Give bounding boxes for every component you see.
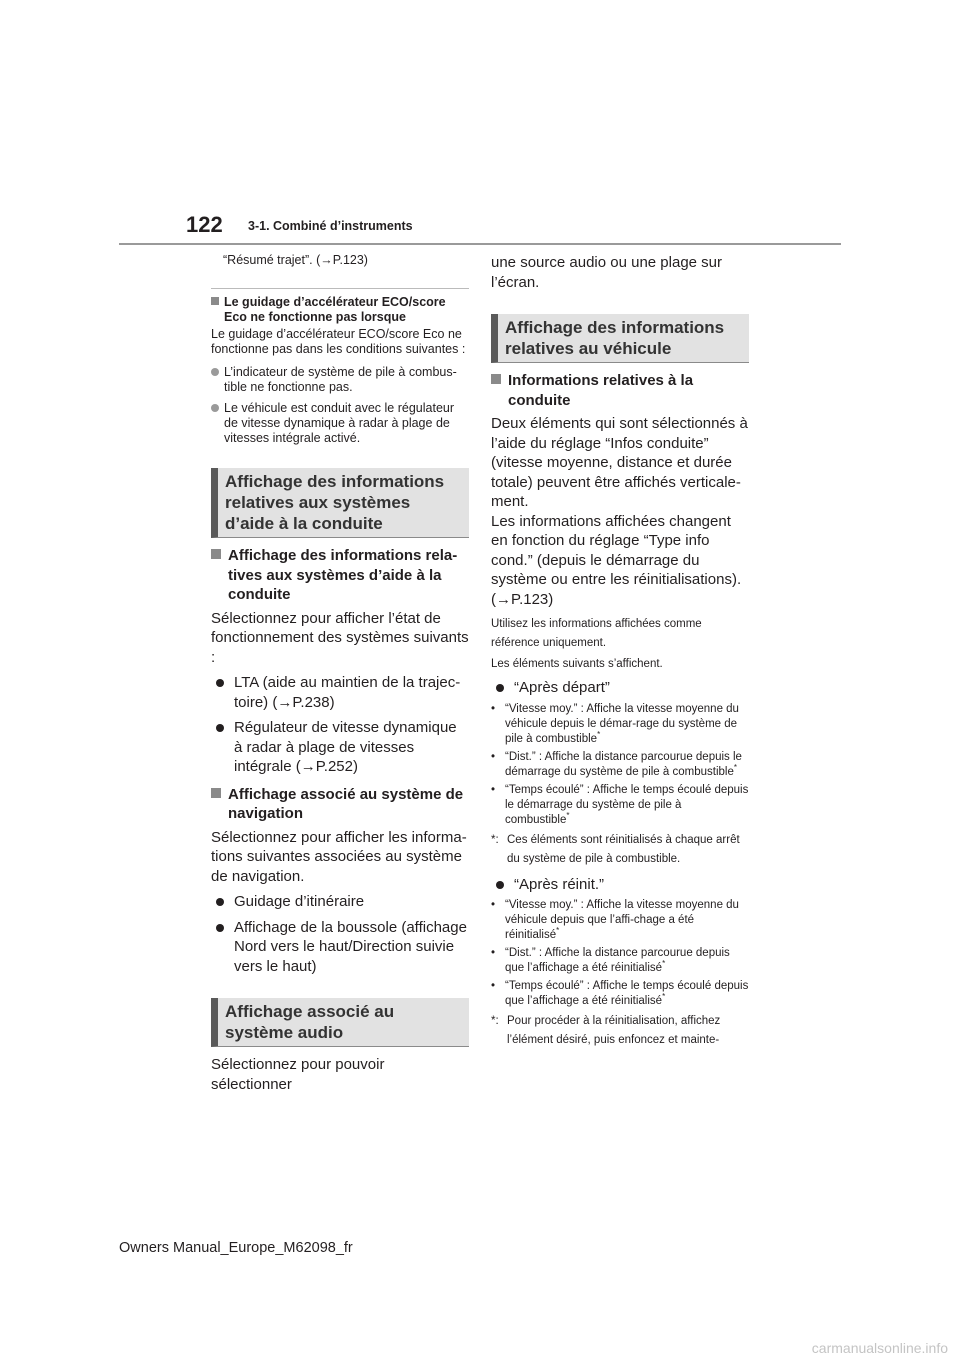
header-rule [119,243,841,245]
round-bullet-icon [496,881,504,889]
note-title [211,295,469,325]
note-bullet: L’indicateur de système de pile à combus-tible ne fonctionne pas. [211,365,469,395]
square-bullet-icon [211,297,219,305]
round-bullet-icon [216,679,224,687]
group-title: “Après réinit.” [491,875,749,895]
subsection-title: Informations relatives à la conduite [491,371,749,410]
subsection-title: Affichage des informations rela-tives aux systèmes d’aide à la conduite [211,546,469,605]
list-item: • “Vitesse moy.” : Affiche la vitesse moyenne du véhicule depuis le démar-rage du système de pile à combustible* [491,702,739,745]
round-bullet-icon [216,898,224,906]
subsection-title: Affichage associé au système de navigation [211,785,469,824]
group-title: “Après départ” [491,678,749,698]
body-text: Sélectionnez pour afficher l’état de fonctionnement des systèmes suivants : [211,609,469,666]
note-bullet: Le véhicule est conduit avec le régulateur de vitesse dynamique à radar à plage de vitesses intégrale activé. [211,401,469,446]
circle-bullet-icon [211,368,219,376]
list-item: • “Temps écoulé” : Affiche le temps écoulé depuis que l’affichage a été réinitialisé* [491,980,749,1007]
section-banner: Affichage associé au système audio [211,998,469,1047]
list-item: Régulateur de vitesse dynamique à radar à plage de vitesses intégrale (→P.252) [211,718,469,777]
circle-bullet-icon [211,404,219,412]
list-item: • “Dist.” : Affiche la distance parcourue depuis le démarrage du système de pile à combustible* [491,750,742,778]
footnote: *: Ces éléments sont réinitialisés à chaque arrêt du système de pile à combustible. [491,833,740,865]
list-item: Guidage d’itinéraire [211,892,469,912]
list-item: • “Temps écoulé” : Affiche le temps écoulé depuis le démarrage du système de pile à combustible* [491,783,749,826]
round-bullet-icon [216,724,224,732]
section-banner: Affichage des informations relatives au véhicule [491,314,749,363]
square-bullet-icon [491,374,501,384]
right-column [491,253,749,1050]
page-number: 122 [186,212,223,237]
body-text: Sélectionnez pour pouvoir sélectionner [211,1056,385,1093]
list-item: • “Dist.” : Affiche la distance parcourue depuis que l’affichage a été réinitialisé* [491,947,730,974]
left-column [211,253,469,1094]
body-text: une source audio ou une plage sur l’écran. [491,254,723,291]
section-title: 3-1. Combiné d’instruments [248,219,413,233]
manual-id: Owners Manual_Europe_M62098_fr [119,1240,353,1256]
intro-text: “Résumé trajet”. (→P.123) [223,253,368,267]
section-banner: Affichage des informations relatives aux systèmes d’aide à la conduite [211,468,469,538]
round-bullet-icon [216,924,224,932]
note-rule [211,288,469,289]
body-text: Deux éléments qui sont sélectionnés à l’aide du réglage “Infos conduite” (vitesse moyenne, distance et durée totale) peuvent être affichés verticale-ment. [491,415,748,510]
note-text: Utilisez les informations affichées comme référence uniquement. [491,618,702,649]
square-bullet-icon [211,788,221,798]
note-text: Les éléments suivants s’affichent. [491,658,663,670]
round-bullet-icon [496,684,504,692]
list-item: • “Vitesse moy.” : Affiche la vitesse moyenne du véhicule depuis que l’affi-chage a été réinitialisé* [491,899,739,941]
list-item: LTA (aide au maintien de la trajec-toire) (→P.238) [211,673,469,712]
body-text: Les informations affichées changent en fonction du réglage “Type info cond.” (depuis le démarrage du système ou entre les réinitialisations). (→P.123) [491,512,742,608]
note-text: Le guidage d’accélérateur ECO/score Eco ne fonctionne pas dans les conditions suivantes : [211,327,466,356]
watermark: carmanualsonline.info [811,1340,948,1356]
square-bullet-icon [211,549,221,559]
footnote: *: Pour procéder à la réinitialisation, affichez l’élément désiré, puis enfoncez et mainte- [491,1015,721,1046]
body-text: Sélectionnez pour afficher les informa-tions suivantes associées au système de navigation. [211,828,467,885]
list-item: Affichage de la boussole (affichage Nord vers le haut/Direction suivie vers le haut) [211,918,469,977]
note-title-text: Le guidage d’accélérateur ECO/score Eco ne fonctionne pas lorsque [224,295,446,324]
